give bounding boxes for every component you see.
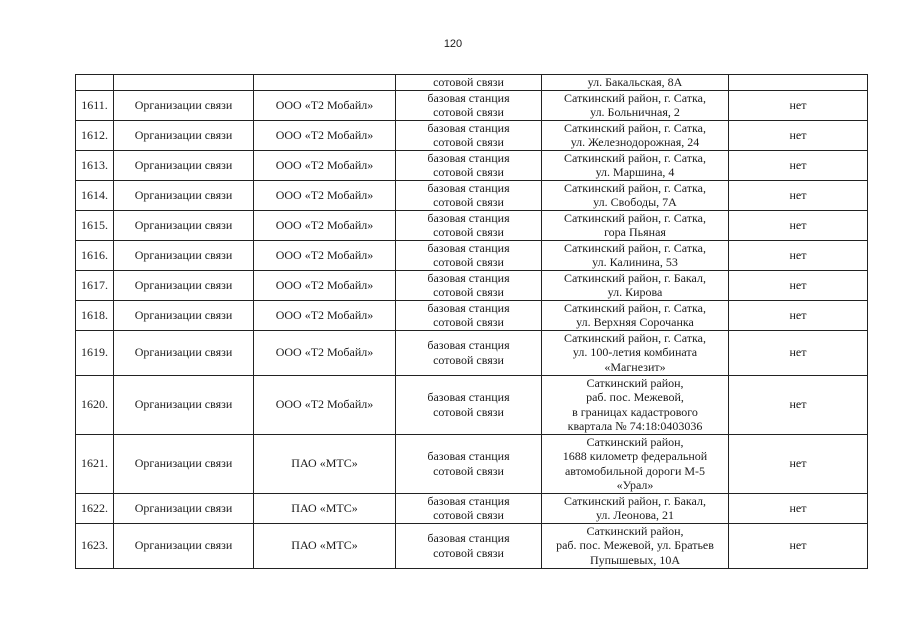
cell-number: 1616. <box>76 240 114 270</box>
cell-object-type: базовая станция сотовой связи <box>396 210 542 240</box>
cell-operator: ПАО «МТС» <box>254 493 396 523</box>
cell-status <box>729 75 868 91</box>
cell-address: Саткинский район, раб. пос. Межевой, ул. Братьев Пупышевых, 10А <box>542 523 729 568</box>
cell-address: Саткинский район, г. Сатка, гора Пьяная <box>542 210 729 240</box>
cell-operator: ООО «Т2 Мобайл» <box>254 150 396 180</box>
cell-number: 1621. <box>76 434 114 493</box>
registry-table <box>75 74 868 569</box>
cell-status: нет <box>729 523 868 568</box>
cell-address: Саткинский район, г. Сатка, ул. Верхняя Сорочанка <box>542 300 729 330</box>
cell-category: Организации связи <box>114 270 254 300</box>
cell-object-type: базовая станция сотовой связи <box>396 180 542 210</box>
table-row <box>76 75 868 91</box>
table-row <box>76 523 868 568</box>
cell-category: Организации связи <box>114 375 254 434</box>
cell-operator: ООО «Т2 Мобайл» <box>254 90 396 120</box>
cell-address: Саткинский район, г. Сатка, ул. Маршина, 4 <box>542 150 729 180</box>
cell-status: нет <box>729 330 868 375</box>
table-row <box>76 493 868 523</box>
cell-operator: ООО «Т2 Мобайл» <box>254 375 396 434</box>
cell-status: нет <box>729 150 868 180</box>
cell-status: нет <box>729 90 868 120</box>
cell-status: нет <box>729 375 868 434</box>
table-row <box>76 240 868 270</box>
cell-operator: ООО «Т2 Мобайл» <box>254 210 396 240</box>
cell-category: Организации связи <box>114 150 254 180</box>
cell-object-type: базовая станция сотовой связи <box>396 240 542 270</box>
cell-address: Саткинский район, раб. пос. Межевой, в границах кадастрового квартала № 74:18:0403036 <box>542 375 729 434</box>
cell-object-type: сотовой связи <box>396 75 542 91</box>
cell-number: 1615. <box>76 210 114 240</box>
cell-status: нет <box>729 434 868 493</box>
cell-operator: ООО «Т2 Мобайл» <box>254 300 396 330</box>
cell-number: 1613. <box>76 150 114 180</box>
table-row <box>76 330 868 375</box>
cell-operator: ПАО «МТС» <box>254 434 396 493</box>
cell-category: Организации связи <box>114 300 254 330</box>
cell-category: Организации связи <box>114 240 254 270</box>
cell-number: 1618. <box>76 300 114 330</box>
table-row <box>76 300 868 330</box>
cell-status: нет <box>729 180 868 210</box>
table-row <box>76 434 868 493</box>
cell-object-type: базовая станция сотовой связи <box>396 150 542 180</box>
cell-category: Организации связи <box>114 330 254 375</box>
cell-object-type: базовая станция сотовой связи <box>396 90 542 120</box>
cell-status: нет <box>729 300 868 330</box>
cell-status: нет <box>729 240 868 270</box>
page-number: 120 <box>443 38 463 50</box>
cell-address: ул. Бакальская, 8А <box>542 75 729 91</box>
cell-operator: ПАО «МТС» <box>254 523 396 568</box>
cell-operator: ООО «Т2 Мобайл» <box>254 180 396 210</box>
cell-operator: ООО «Т2 Мобайл» <box>254 120 396 150</box>
cell-number: 1612. <box>76 120 114 150</box>
cell-category <box>114 75 254 91</box>
cell-object-type: базовая станция сотовой связи <box>396 270 542 300</box>
cell-object-type: базовая станция сотовой связи <box>396 120 542 150</box>
cell-address: Саткинский район, г. Сатка, ул. Железнодорожная, 24 <box>542 120 729 150</box>
cell-operator: ООО «Т2 Мобайл» <box>254 270 396 300</box>
cell-category: Организации связи <box>114 434 254 493</box>
table-row <box>76 375 868 434</box>
cell-category: Организации связи <box>114 210 254 240</box>
table-row <box>76 180 868 210</box>
cell-number: 1623. <box>76 523 114 568</box>
cell-number: 1620. <box>76 375 114 434</box>
cell-operator: ООО «Т2 Мобайл» <box>254 330 396 375</box>
table-row <box>76 210 868 240</box>
cell-object-type: базовая станция сотовой связи <box>396 523 542 568</box>
table-row <box>76 90 868 120</box>
table-body <box>76 75 868 569</box>
cell-object-type: базовая станция сотовой связи <box>396 375 542 434</box>
cell-address: Саткинский район, г. Бакал, ул. Кирова <box>542 270 729 300</box>
table-row <box>76 120 868 150</box>
cell-category: Организации связи <box>114 180 254 210</box>
cell-address: Саткинский район, г. Сатка, ул. 100-летия комбината «Магнезит» <box>542 330 729 375</box>
cell-number <box>76 75 114 91</box>
cell-category: Организации связи <box>114 493 254 523</box>
table-row <box>76 150 868 180</box>
cell-address: Саткинский район, г. Сатка, ул. Калинина, 53 <box>542 240 729 270</box>
cell-object-type: базовая станция сотовой связи <box>396 330 542 375</box>
cell-status: нет <box>729 493 868 523</box>
cell-address: Саткинский район, 1688 километр федеральной автомобильной дороги М-5 «Урал» <box>542 434 729 493</box>
cell-category: Организации связи <box>114 90 254 120</box>
cell-category: Организации связи <box>114 120 254 150</box>
cell-number: 1611. <box>76 90 114 120</box>
cell-address: Саткинский район, г. Сатка, ул. Свободы, 7А <box>542 180 729 210</box>
cell-number: 1617. <box>76 270 114 300</box>
cell-status: нет <box>729 270 868 300</box>
cell-operator: ООО «Т2 Мобайл» <box>254 240 396 270</box>
cell-status: нет <box>729 120 868 150</box>
cell-object-type: базовая станция сотовой связи <box>396 493 542 523</box>
cell-category: Организации связи <box>114 523 254 568</box>
cell-object-type: базовая станция сотовой связи <box>396 300 542 330</box>
cell-number: 1622. <box>76 493 114 523</box>
cell-number: 1614. <box>76 180 114 210</box>
table-row <box>76 270 868 300</box>
cell-address: Саткинский район, г. Сатка, ул. Больничная, 2 <box>542 90 729 120</box>
cell-object-type: базовая станция сотовой связи <box>396 434 542 493</box>
cell-operator <box>254 75 396 91</box>
cell-status: нет <box>729 210 868 240</box>
cell-number: 1619. <box>76 330 114 375</box>
cell-address: Саткинский район, г. Бакал, ул. Леонова, 21 <box>542 493 729 523</box>
